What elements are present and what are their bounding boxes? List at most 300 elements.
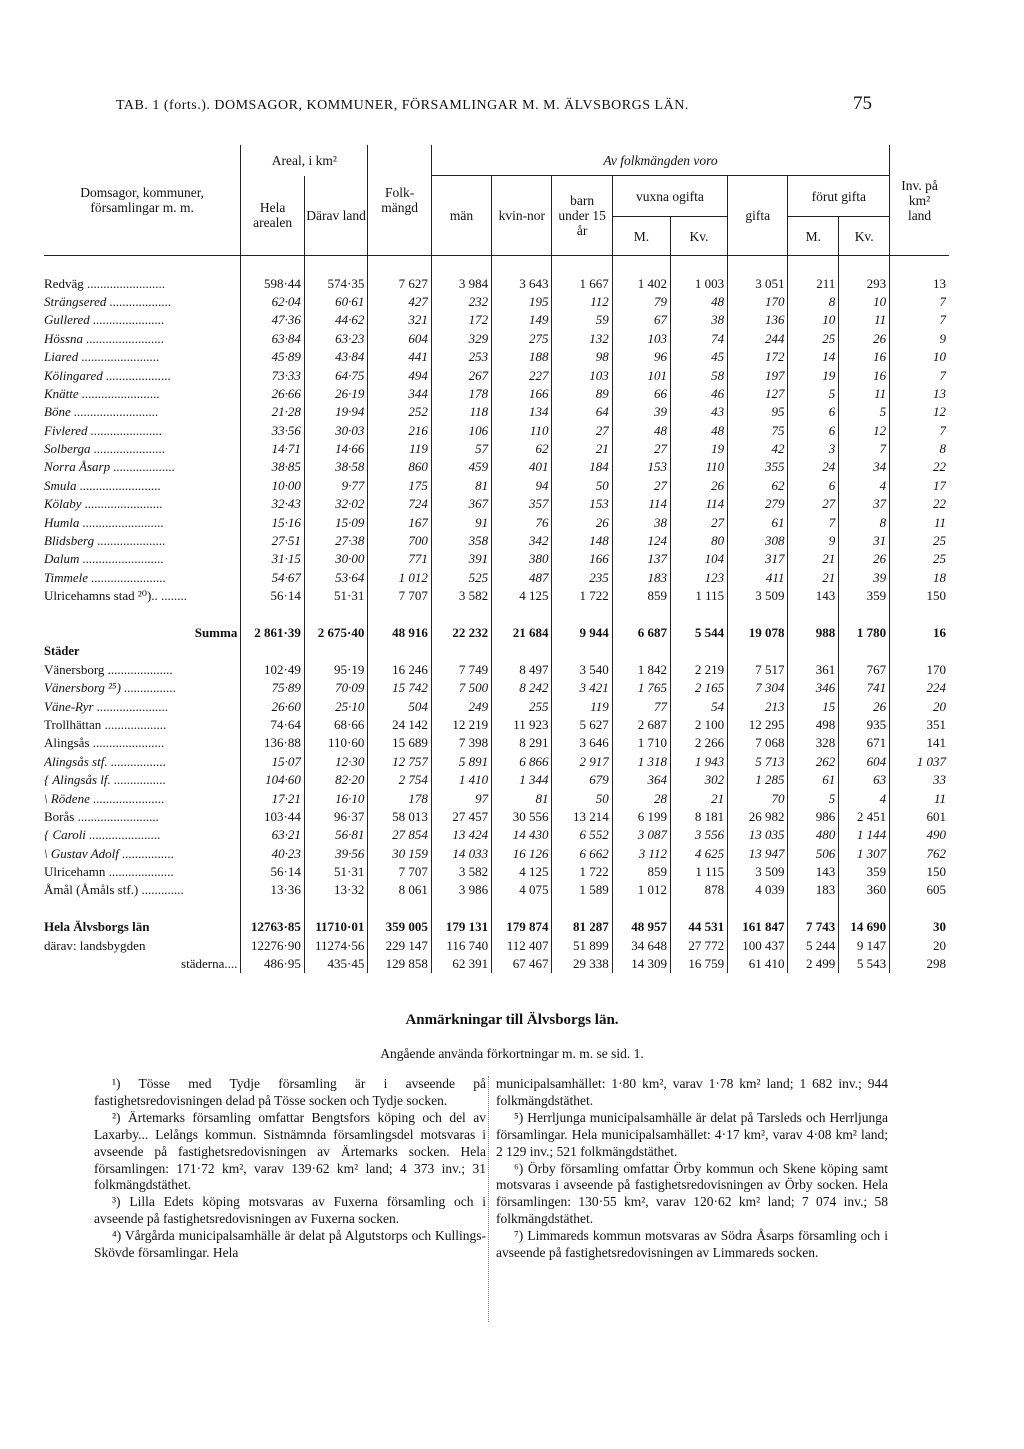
cell-value: 10 bbox=[788, 311, 839, 329]
cell-value: 57 bbox=[431, 440, 491, 458]
cell-value: 3 986 bbox=[431, 881, 491, 899]
header-areal: Areal, i km² bbox=[241, 145, 368, 176]
cell-value: 14 690 bbox=[839, 918, 890, 936]
cell-value: 6 866 bbox=[492, 753, 552, 771]
cell-value: 7 304 bbox=[728, 679, 788, 697]
cell-value: 7 627 bbox=[368, 274, 432, 292]
cell-value: 10·00 bbox=[241, 477, 305, 495]
cell-value: 351 bbox=[890, 716, 949, 734]
cell-value: 13 bbox=[890, 385, 949, 403]
cell-value: 58 013 bbox=[368, 808, 432, 826]
cell-value: 8 291 bbox=[492, 734, 552, 752]
cell-value: 81 bbox=[492, 789, 552, 807]
cell-value: 253 bbox=[431, 348, 491, 366]
cell-value: 197 bbox=[728, 366, 788, 384]
cell-value: 252 bbox=[368, 403, 432, 421]
cell-value: 62·04 bbox=[241, 293, 305, 311]
cell-value: 33·56 bbox=[241, 422, 305, 440]
cell-value: 75·89 bbox=[241, 679, 305, 697]
row-label: därav: landsbygden bbox=[44, 937, 146, 953]
cell-value: 102·49 bbox=[241, 661, 305, 679]
cell-value: 15 689 bbox=[368, 734, 432, 752]
cell-value: 224 bbox=[890, 679, 949, 697]
header-forut-gifta: förut gifta bbox=[788, 176, 890, 217]
table-row bbox=[44, 808, 949, 826]
cell-value: 14 309 bbox=[612, 955, 670, 973]
table-row bbox=[44, 274, 949, 292]
cell-value: 34 648 bbox=[612, 936, 670, 954]
cell-value: 6 bbox=[788, 422, 839, 440]
cell-value: 103·44 bbox=[241, 808, 305, 826]
cell-value: 178 bbox=[431, 385, 491, 403]
cell-value: 184 bbox=[552, 458, 612, 476]
row-label: Knätte ........................ bbox=[44, 385, 160, 401]
cell-value: 24 bbox=[788, 458, 839, 476]
cell-value: 1 307 bbox=[839, 845, 890, 863]
cell-value: 82·20 bbox=[304, 771, 368, 789]
page-header: TAB. 1 (forts.). DOMSAGOR, KOMMUNER, FÖRSAMLINGAR M. M. ÄLVSBORGS LÄN. bbox=[116, 98, 689, 113]
row-label: Åmål (Åmåls stf.) ............. bbox=[44, 882, 184, 898]
spacer-row bbox=[44, 900, 949, 918]
cell-value: 50 bbox=[552, 789, 612, 807]
cell-value: 601 bbox=[890, 808, 949, 826]
cell-value: 1 318 bbox=[612, 753, 670, 771]
cell-value: 361 bbox=[788, 661, 839, 679]
table-row bbox=[44, 936, 949, 954]
cell-value: 8 bbox=[788, 293, 839, 311]
cell-value: 61 bbox=[788, 771, 839, 789]
cell-value: 38 bbox=[612, 513, 670, 531]
table-row bbox=[44, 403, 949, 421]
row-label: Summa bbox=[194, 625, 238, 640]
cell-value: 506 bbox=[788, 845, 839, 863]
cell-value: 89 bbox=[552, 385, 612, 403]
cell-value: 14·66 bbox=[304, 440, 368, 458]
cell-value: 48 bbox=[670, 422, 727, 440]
cell-value: 143 bbox=[788, 587, 839, 605]
cell-value: 50 bbox=[552, 477, 612, 495]
cell-value: 51 899 bbox=[552, 936, 612, 954]
cell-value: 1 144 bbox=[839, 826, 890, 844]
cell-value: 76 bbox=[492, 513, 552, 531]
cell-value: 166 bbox=[492, 385, 552, 403]
cell-value: 2 219 bbox=[670, 661, 727, 679]
cell-value: 671 bbox=[839, 734, 890, 752]
row-label: Alingsås stf. ................. bbox=[44, 753, 167, 769]
cell-value: 604 bbox=[368, 330, 432, 348]
cell-value: 211 bbox=[788, 274, 839, 292]
cell-value: 116 740 bbox=[431, 936, 491, 954]
cell-value: 7 068 bbox=[728, 734, 788, 752]
cell-value: 1 003 bbox=[670, 274, 727, 292]
table-row bbox=[44, 532, 949, 550]
row-label: städerna.... bbox=[181, 956, 238, 972]
cell-value: 380 bbox=[492, 550, 552, 568]
cell-value: 46 bbox=[670, 385, 727, 403]
cell-value: 38·58 bbox=[304, 458, 368, 476]
notes-right-column bbox=[496, 1076, 888, 1262]
notes-title: Anmärkningar till Älvsborgs län. bbox=[405, 1012, 619, 1028]
cell-value: 2 451 bbox=[839, 808, 890, 826]
cell-value: 150 bbox=[890, 863, 949, 881]
footnote: ⁷) Limmareds kommun motsvaras av Södra Åsarps församling och i avseende på fastighetsredovisningen av Limmareds socken. bbox=[496, 1228, 888, 1261]
cell-value: 15·16 bbox=[241, 513, 305, 531]
cell-value: 2 165 bbox=[670, 679, 727, 697]
cell-value: 114 bbox=[670, 495, 727, 513]
cell-value: 70·09 bbox=[304, 679, 368, 697]
cell-value: 5 bbox=[839, 403, 890, 421]
row-label: \ Rödene ...................... bbox=[44, 790, 165, 806]
cell-value: 13·36 bbox=[241, 881, 305, 899]
cell-value: 679 bbox=[552, 771, 612, 789]
row-label: Kölaby ........................ bbox=[44, 496, 163, 512]
cell-value: 60·61 bbox=[304, 293, 368, 311]
cell-value: 7 bbox=[839, 440, 890, 458]
cell-value: 2 499 bbox=[788, 955, 839, 973]
cell-value: 25 bbox=[788, 330, 839, 348]
cell-value: 1 410 bbox=[431, 771, 491, 789]
cell-value: 1 115 bbox=[670, 863, 727, 881]
cell-value: 235 bbox=[552, 569, 612, 587]
cell-value: 4 125 bbox=[492, 587, 552, 605]
cell-value: 119 bbox=[368, 440, 432, 458]
cell-value: 104 bbox=[670, 550, 727, 568]
cell-value: 1 344 bbox=[492, 771, 552, 789]
cell-value: 12·30 bbox=[304, 753, 368, 771]
cell-value: 141 bbox=[890, 734, 949, 752]
cell-value: 7 707 bbox=[368, 863, 432, 881]
cell-value: 11 bbox=[839, 385, 890, 403]
row-label: Blidsberg ..................... bbox=[44, 533, 166, 549]
cell-value: 97 bbox=[431, 789, 491, 807]
cell-value: 308 bbox=[728, 532, 788, 550]
cell-value: 48 bbox=[612, 422, 670, 440]
cell-value: 19·94 bbox=[304, 403, 368, 421]
cell-value: 19 bbox=[670, 440, 727, 458]
cell-value: 1 710 bbox=[612, 734, 670, 752]
cell-value: 13 947 bbox=[728, 845, 788, 863]
cell-value: 7 398 bbox=[431, 734, 491, 752]
cell-value: 391 bbox=[431, 550, 491, 568]
cell-value: 11 923 bbox=[492, 716, 552, 734]
cell-value: 45 bbox=[670, 348, 727, 366]
cell-value: 81 bbox=[431, 477, 491, 495]
cell-value: 5 bbox=[788, 385, 839, 403]
cell-value: 986 bbox=[788, 808, 839, 826]
cell-value: 44 531 bbox=[670, 918, 727, 936]
cell-value: 4 125 bbox=[492, 863, 552, 881]
cell-value: 244 bbox=[728, 330, 788, 348]
cell-value: 98 bbox=[552, 348, 612, 366]
cell-value: 12 bbox=[890, 403, 949, 421]
cell-value: 5 713 bbox=[728, 753, 788, 771]
cell-value: 110 bbox=[492, 422, 552, 440]
table-row bbox=[44, 789, 949, 807]
cell-value: 26 bbox=[839, 550, 890, 568]
row-label: Redväg ........................ bbox=[44, 275, 165, 291]
cell-value: 5 627 bbox=[552, 716, 612, 734]
cell-value: 525 bbox=[431, 569, 491, 587]
cell-value: 119 bbox=[552, 697, 612, 715]
cell-value: 22 232 bbox=[431, 624, 491, 642]
cell-value: 27 457 bbox=[431, 808, 491, 826]
cell-value: 771 bbox=[368, 550, 432, 568]
cell-value: 63·21 bbox=[241, 826, 305, 844]
cell-value: 2 266 bbox=[670, 734, 727, 752]
row-label: Alingsås ...................... bbox=[44, 735, 165, 751]
cell-value: 26 bbox=[670, 477, 727, 495]
cell-value: 1 285 bbox=[728, 771, 788, 789]
cell-value: 441 bbox=[368, 348, 432, 366]
cell-value: 25 bbox=[890, 550, 949, 568]
table-row bbox=[44, 330, 949, 348]
header-hela-arealen: Hela arealen bbox=[241, 176, 305, 256]
row-label: Trollhättan ................... bbox=[44, 716, 167, 732]
cell-value: 63·23 bbox=[304, 330, 368, 348]
cell-value: 39·56 bbox=[304, 845, 368, 863]
table-row bbox=[44, 771, 949, 789]
row-label: Gullered ...................... bbox=[44, 312, 165, 328]
cell-value: 7 500 bbox=[431, 679, 491, 697]
cell-value: 7 bbox=[890, 311, 949, 329]
cell-value: 123 bbox=[670, 569, 727, 587]
cell-value: 859 bbox=[612, 863, 670, 881]
table-row bbox=[44, 624, 949, 642]
cell-value: 11274·56 bbox=[304, 936, 368, 954]
table-row bbox=[44, 679, 949, 697]
table-row bbox=[44, 458, 949, 476]
cell-value: 56·81 bbox=[304, 826, 368, 844]
cell-value: 27 bbox=[612, 477, 670, 495]
cell-value: 213 bbox=[728, 697, 788, 715]
cell-value: 249 bbox=[431, 697, 491, 715]
cell-value: 33 bbox=[890, 771, 949, 789]
row-label: Norra Åsarp ................... bbox=[44, 459, 176, 475]
cell-value: 1 037 bbox=[890, 753, 949, 771]
cell-value: 6 552 bbox=[552, 826, 612, 844]
header-folkmangd: Folk-mängd bbox=[368, 145, 432, 256]
header-barn: barn under 15 år bbox=[552, 176, 612, 256]
cell-value: 29 338 bbox=[552, 955, 612, 973]
row-label: Kölingared .................... bbox=[44, 367, 171, 383]
cell-value: 1 667 bbox=[552, 274, 612, 292]
cell-value: 112 407 bbox=[492, 936, 552, 954]
cell-value: 3 421 bbox=[552, 679, 612, 697]
cell-value: 1 780 bbox=[839, 624, 890, 642]
cell-value: 3 bbox=[788, 440, 839, 458]
cell-value: 43·84 bbox=[304, 348, 368, 366]
cell-value: 129 858 bbox=[368, 955, 432, 973]
cell-value: 935 bbox=[839, 716, 890, 734]
cell-value: 67 467 bbox=[492, 955, 552, 973]
table-row bbox=[44, 513, 949, 531]
cell-value: 6 662 bbox=[552, 845, 612, 863]
cell-value: 188 bbox=[492, 348, 552, 366]
cell-value: 24 142 bbox=[368, 716, 432, 734]
cell-value: 1 589 bbox=[552, 881, 612, 899]
cell-value: 358 bbox=[431, 532, 491, 550]
cell-value: 3 540 bbox=[552, 661, 612, 679]
cell-value: 13 035 bbox=[728, 826, 788, 844]
cell-value: 48 bbox=[670, 293, 727, 311]
cell-value: 17·21 bbox=[241, 789, 305, 807]
cell-value: 216 bbox=[368, 422, 432, 440]
cell-value: 14·71 bbox=[241, 440, 305, 458]
cell-value: 132 bbox=[552, 330, 612, 348]
cell-value: 12 757 bbox=[368, 753, 432, 771]
cell-value: 106 bbox=[431, 422, 491, 440]
cell-value: 38·85 bbox=[241, 458, 305, 476]
row-label: Hela Älvsborgs län bbox=[44, 919, 150, 935]
cell-value: 401 bbox=[492, 458, 552, 476]
cell-value: 103 bbox=[552, 366, 612, 384]
section-row bbox=[44, 642, 949, 660]
header-domsagor: Domsagor, kommuner, församlingar m. m. bbox=[44, 145, 241, 256]
cell-value: 8 497 bbox=[492, 661, 552, 679]
cell-value: 195 bbox=[492, 293, 552, 311]
table-row bbox=[44, 422, 949, 440]
cell-value: 724 bbox=[368, 495, 432, 513]
table-row bbox=[44, 661, 949, 679]
cell-value: 30 bbox=[890, 918, 949, 936]
cell-value: 267 bbox=[431, 366, 491, 384]
cell-value: 360 bbox=[839, 881, 890, 899]
cell-value: 62 bbox=[492, 440, 552, 458]
table-row bbox=[44, 348, 949, 366]
cell-value: 134 bbox=[492, 403, 552, 421]
cell-value: 8 bbox=[839, 513, 890, 531]
cell-value: 2 861·39 bbox=[241, 624, 305, 642]
cell-value: 81 287 bbox=[552, 918, 612, 936]
row-label: \ Gustav Adolf ................ bbox=[44, 845, 175, 861]
footnote: ²) Ärtemarks församling omfattar Bengtsfors köping och del av Laxarby... Lelångs kommun. Sistnämnda församlingsdel motsvaras i avseende på fastighetsredovisningen av Ärtemarks socken. Hela församlingen: 171·72 km², varav 139·62 km² land; 4 373 inv.; 31 folkmängdstäthet. bbox=[94, 1109, 486, 1193]
footnote: ³) Lilla Edets köping motsvaras av Fuxerna församling och i avseende på fastighetsredovisningen av Fuxerna socken. bbox=[94, 1194, 486, 1227]
cell-value: 27·51 bbox=[241, 532, 305, 550]
cell-value: 3 556 bbox=[670, 826, 727, 844]
cell-value: 14 033 bbox=[431, 845, 491, 863]
footnote: municipalsamhället: 1·80 km², varav 1·78 km² land; 1 682 inv.; 944 folkmängdstäthet. bbox=[496, 1076, 888, 1108]
cell-value: 16·10 bbox=[304, 789, 368, 807]
cell-value: 51·31 bbox=[304, 863, 368, 881]
cell-value: 1 722 bbox=[552, 863, 612, 881]
cell-value: 367 bbox=[431, 495, 491, 513]
cell-value: 427 bbox=[368, 293, 432, 311]
cell-value: 136·88 bbox=[241, 734, 305, 752]
cell-value: 19 bbox=[788, 366, 839, 384]
cell-value: 70 bbox=[728, 789, 788, 807]
cell-value: 1 943 bbox=[670, 753, 727, 771]
row-label: { Caroli ...................... bbox=[44, 827, 161, 843]
cell-value: 30·03 bbox=[304, 422, 368, 440]
cell-value: 16 246 bbox=[368, 661, 432, 679]
cell-value: 3 984 bbox=[431, 274, 491, 292]
table-row bbox=[44, 293, 949, 311]
cell-value: 359 bbox=[839, 863, 890, 881]
cell-value: 11 bbox=[839, 311, 890, 329]
cell-value: 6 bbox=[788, 477, 839, 495]
cell-value: 3 087 bbox=[612, 826, 670, 844]
cell-value: 6 bbox=[788, 403, 839, 421]
cell-value: 4 039 bbox=[728, 881, 788, 899]
cell-value: 1 842 bbox=[612, 661, 670, 679]
cell-value: 1 722 bbox=[552, 587, 612, 605]
cell-value: 48 957 bbox=[612, 918, 670, 936]
cell-value: 27·38 bbox=[304, 532, 368, 550]
cell-value: 329 bbox=[431, 330, 491, 348]
cell-value: 62 bbox=[728, 477, 788, 495]
cell-value: 741 bbox=[839, 679, 890, 697]
cell-value: 96 bbox=[612, 348, 670, 366]
cell-value: 27 bbox=[788, 495, 839, 513]
section-heading: Städer bbox=[44, 644, 80, 659]
table-row bbox=[44, 495, 949, 513]
cell-value: 5 bbox=[788, 789, 839, 807]
cell-value: 77 bbox=[612, 697, 670, 715]
row-label: Dalum ......................... bbox=[44, 551, 164, 567]
table-row bbox=[44, 826, 949, 844]
cell-value: 100 437 bbox=[728, 936, 788, 954]
table-row bbox=[44, 863, 949, 881]
cell-value: 22 bbox=[890, 458, 949, 476]
header-man: män bbox=[431, 176, 491, 256]
notes-divider bbox=[488, 1076, 490, 1322]
cell-value: 64 bbox=[552, 403, 612, 421]
cell-value: 487 bbox=[492, 569, 552, 587]
cell-value: 58 bbox=[670, 366, 727, 384]
cell-value: 1 765 bbox=[612, 679, 670, 697]
cell-value: 73·33 bbox=[241, 366, 305, 384]
cell-value: 26 982 bbox=[728, 808, 788, 826]
cell-value: 37 bbox=[839, 495, 890, 513]
cell-value: 21 bbox=[788, 569, 839, 587]
cell-value: 16 bbox=[839, 366, 890, 384]
cell-value: 16 bbox=[890, 624, 949, 642]
cell-value: 127 bbox=[728, 385, 788, 403]
cell-value: 40·23 bbox=[241, 845, 305, 863]
cell-value: 63·84 bbox=[241, 330, 305, 348]
cell-value: 110 bbox=[670, 458, 727, 476]
cell-value: 20 bbox=[890, 697, 949, 715]
table-row bbox=[44, 753, 949, 771]
row-label: Väne-Ryr ...................... bbox=[44, 698, 169, 714]
cell-value: 3 112 bbox=[612, 845, 670, 863]
cell-value: 175 bbox=[368, 477, 432, 495]
footnote: ⁴) Vårgårda municipalsamhälle är delat på Algutstorps och Kullings-Skövde församlingar. Hela bbox=[94, 1228, 486, 1261]
cell-value: 53·64 bbox=[304, 569, 368, 587]
header-gifta: gifta bbox=[728, 176, 788, 256]
cell-value: 30 159 bbox=[368, 845, 432, 863]
cell-value: 3 509 bbox=[728, 587, 788, 605]
cell-value: 153 bbox=[612, 458, 670, 476]
cell-value: 30·00 bbox=[304, 550, 368, 568]
cell-value: 18 bbox=[890, 569, 949, 587]
header-vuxna-m: M. bbox=[612, 217, 670, 256]
cell-value: 26·60 bbox=[241, 697, 305, 715]
cell-value: 2 687 bbox=[612, 716, 670, 734]
cell-value: 2 100 bbox=[670, 716, 727, 734]
cell-value: 15·09 bbox=[304, 513, 368, 531]
cell-value: 411 bbox=[728, 569, 788, 587]
cell-value: 61 bbox=[728, 513, 788, 531]
cell-value: 54·67 bbox=[241, 569, 305, 587]
cell-value: 1 402 bbox=[612, 274, 670, 292]
cell-value: 494 bbox=[368, 366, 432, 384]
cell-value: 435·45 bbox=[304, 955, 368, 973]
cell-value: 30 556 bbox=[492, 808, 552, 826]
cell-value: 3 509 bbox=[728, 863, 788, 881]
cell-value: 150 bbox=[890, 587, 949, 605]
footnote: ¹) Tösse med Tydje församling är i avseende på fastighetsredovisningen delad på Tösse socken och Tydje socken. bbox=[94, 1076, 486, 1108]
